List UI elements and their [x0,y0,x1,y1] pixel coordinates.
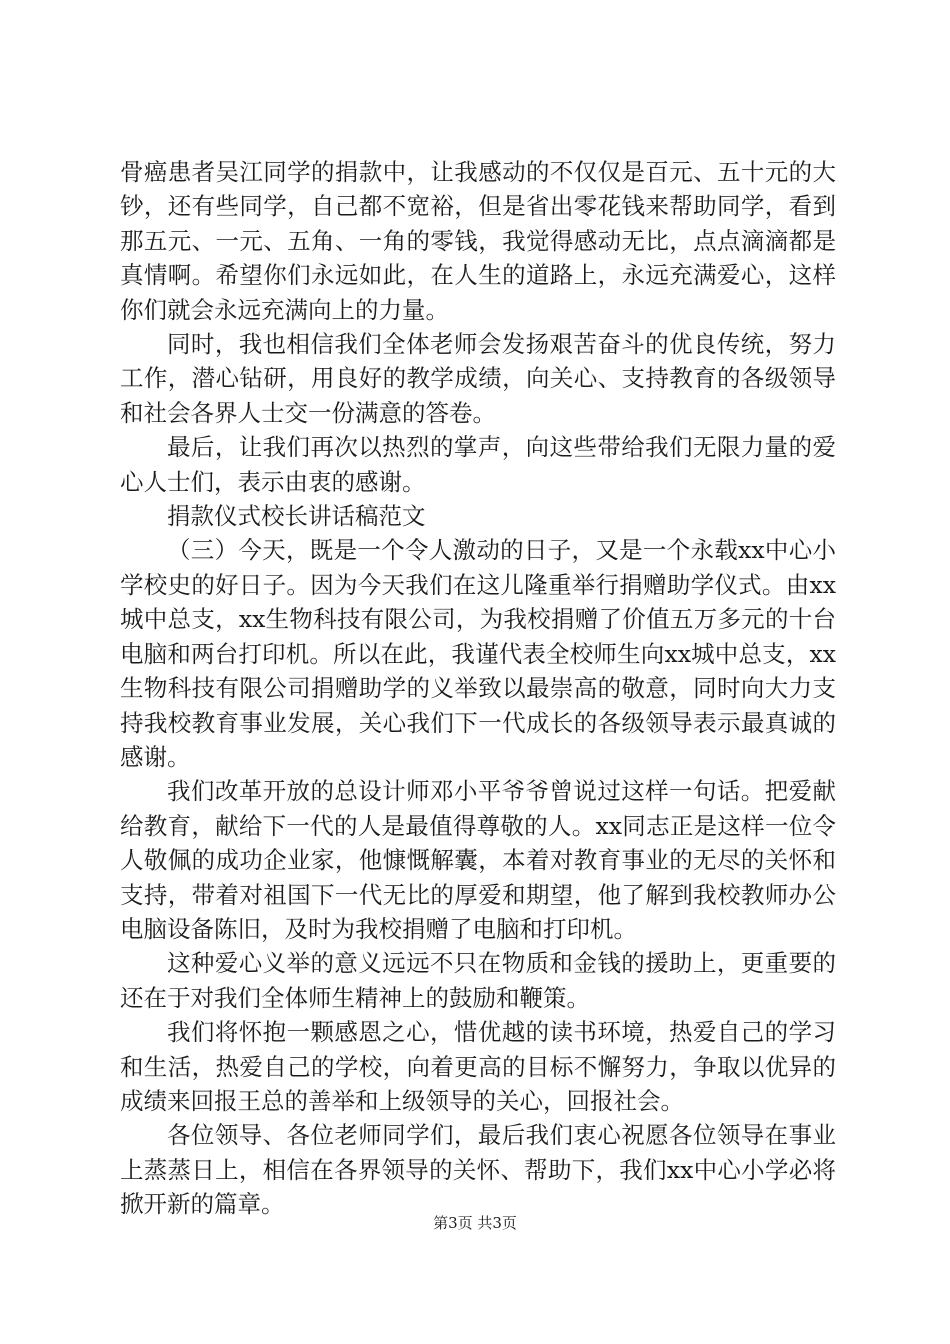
paragraph: 最后，让我们再次以热烈的掌声，向这些带给我们无限力量的爱心人士们，表示由衷的感谢。 [120,433,836,496]
document-body [120,155,836,1222]
paragraph: 同时，我也相信我们全体老师会发扬艰苦奋斗的优良传统，努力工作，潜心钻研，用良好的教学成绩，向关心、支持教育的各级领导和社会各界人士交一份满意的答卷。 [120,330,836,427]
paragraph: 我们将怀抱一颗感恩之心，惜优越的读书环境，热爱自己的学习和生活，热爱自己的学校，向着更高的目标不懈努力，争取以优异的成绩来回报王总的善举和上级领导的关心，回报社会。 [120,1018,836,1115]
page-number-footer: 第3页 共3页 [433,1214,517,1232]
paragraph: 各位领导、各位老师同学们，最后我们衷心祝愿各位领导在事业上蒸蒸日上，相信在各界领导的关怀、帮助下，我们xx中心小学必将掀开新的篇章。 [120,1121,836,1219]
paragraph: （三）今天，既是一个令人激动的日子，又是一个永载xx中心小学校史的好日子。因为今天我们在这儿隆重举行捐赠助学仪式。由xx城中总支，xx生物科技有限公司，为我校捐赠了价值五万多元的十台电脑和两台打印机。所以在此，我谨代表全校师生向xx城中总支，xx生物科技有限公司捐赠助学的义举致以最崇高的敬意，同时向大力支持我校教育事业发展，关心我们下一代成长的各级领导表示最真诚的感谢。 [120,536,836,771]
paragraph: 我们改革开放的总设计师邓小平爷爷曾说过这样一句话。把爱献给教育，献给下一代的人是最值得尊敬的人。xx同志正是这样一位令人敬佩的成功企业家，他慷慨解囊，本着对教育事业的无尽的关怀和支持，带着对祖国下一代无比的厚爱和期望，他了解到我校教师办公电脑设备陈旧，及时为我校捐赠了电脑和打印机。 [120,777,836,943]
paragraph: 这种爱心义举的意义远远不只在物质和金钱的援助上，更重要的还在于对我们全体师生精神上的鼓励和鞭策。 [120,949,836,1012]
paragraph-continued: 骨癌患者吴江同学的捐款中，让我感动的不仅仅是百元、五十元的大钞，还有些同学，自己都不宽裕，但是省出零花钱来帮助同学，看到那五元、一元、五角、一角的零钱，我觉得感动无比，点点滴滴都是真情啊。希望你们永远如此，在人生的道路上，永远充满爱心，这样你们就会永远充满向上的力量。 [120,158,836,324]
section-heading: 捐款仪式校长讲话稿范文 [167,502,426,531]
